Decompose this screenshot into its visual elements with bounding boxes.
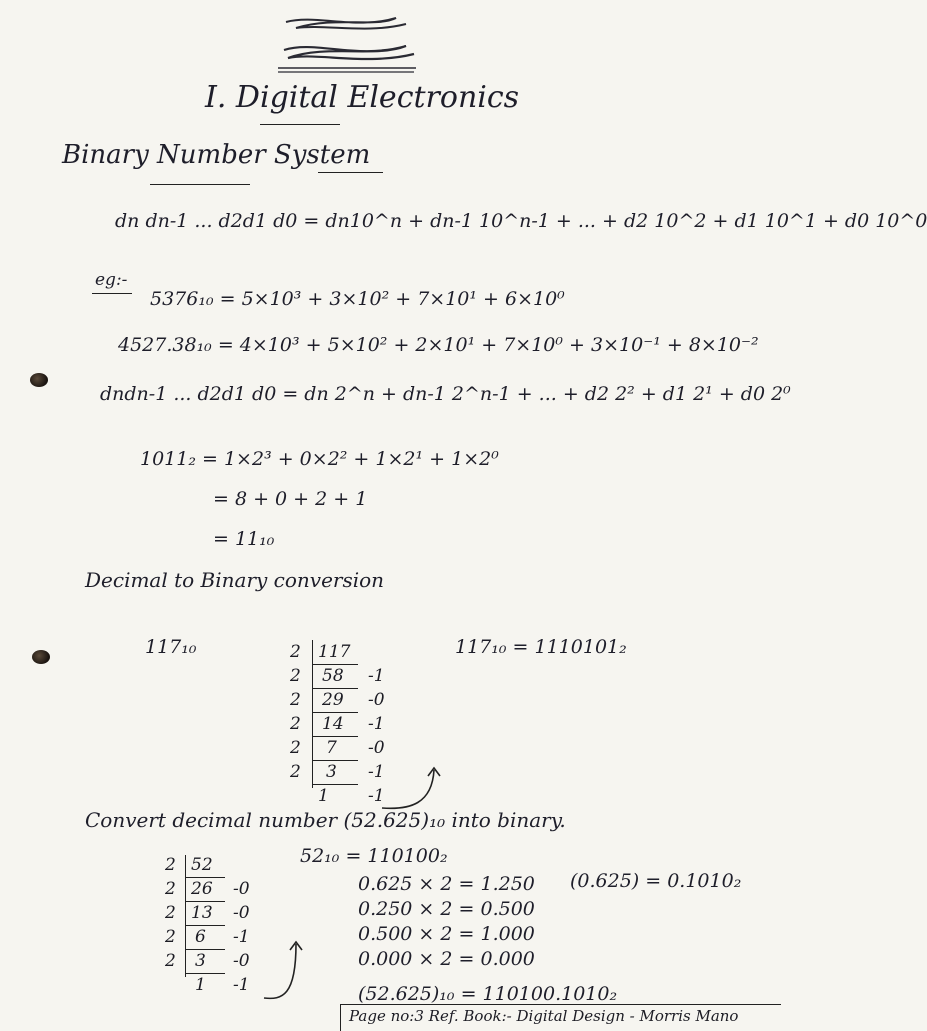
final-result: (52.625)₁₀ = 110100.1010₂ xyxy=(358,983,618,1005)
quotient: 26 xyxy=(191,879,213,899)
quotient: 3 xyxy=(326,762,337,782)
fraction-step: 0.500 × 2 = 1.000 xyxy=(358,923,535,945)
remainder: -1 xyxy=(233,975,250,995)
remainder: -0 xyxy=(233,903,250,923)
formula-line: dn dn-1 ... d2d1 d0 = dn10^n + dn-1 10^n-1 + ... + d2 10^2 + d1 10^1 + d0 10^0 xyxy=(115,210,927,232)
remainder: -1 xyxy=(368,786,385,806)
number-117: 117₁₀ xyxy=(145,636,197,658)
quotient: 29 xyxy=(322,690,344,710)
quotient: 13 xyxy=(191,903,213,923)
scribble-mark xyxy=(276,10,426,72)
remainder: -1 xyxy=(233,927,250,947)
quotient: 58 xyxy=(322,666,344,686)
heading-underline xyxy=(318,172,383,173)
punch-hole xyxy=(32,650,50,664)
example-line: 5376₁₀ = 5×10³ + 3×10² + 7×10¹ + 6×10⁰ xyxy=(150,288,565,310)
fraction-step: 0.625 × 2 = 1.250 xyxy=(358,873,535,895)
divisor: 2 xyxy=(290,666,301,686)
divisor: 2 xyxy=(165,903,176,923)
fraction-result: (0.625) = 0.1010₂ xyxy=(570,870,742,892)
divisor: 2 xyxy=(165,879,176,899)
example-line: 4527.38₁₀ = 4×10³ + 5×10² + 2×10¹ + 7×10⁰ + 3×10⁻¹ + 8×10⁻² xyxy=(118,334,759,356)
divisor: 2 xyxy=(290,690,301,710)
quotient: 52 xyxy=(191,855,213,875)
divisor: 2 xyxy=(290,642,301,662)
question-line: Convert decimal number (52.625)₁₀ into binary. xyxy=(85,808,566,832)
title-underline xyxy=(260,124,340,125)
quotient: 7 xyxy=(326,738,337,758)
remainder: -0 xyxy=(233,951,250,971)
divisor: 2 xyxy=(165,855,176,875)
remainder: -1 xyxy=(368,714,385,734)
remainder: -0 xyxy=(368,738,385,758)
quotient: 1 xyxy=(195,975,206,995)
example-label: eg:- xyxy=(95,270,128,290)
reference-footer xyxy=(340,1004,781,1031)
remainder: -0 xyxy=(233,879,250,899)
section-heading: Binary Number System xyxy=(62,140,371,170)
quotient: 14 xyxy=(322,714,344,734)
footer-text: Page no:3 Ref. Book:- Digital Design - Morris Mano xyxy=(349,1007,739,1025)
quotient: 1 xyxy=(318,786,329,806)
fraction-step: 0.250 × 2 = 0.500 xyxy=(358,898,535,920)
example-line: 1011₂ = 1×2³ + 0×2² + 1×2¹ + 1×2⁰ xyxy=(140,448,499,470)
eg-underline xyxy=(92,293,132,294)
section-heading: Decimal to Binary conversion xyxy=(85,568,385,592)
divisor: 2 xyxy=(290,762,301,782)
heading-underline xyxy=(150,184,250,185)
fraction-step: 0.000 × 2 = 0.000 xyxy=(358,948,535,970)
upward-arrow xyxy=(380,764,450,814)
quotient: 117 xyxy=(318,642,351,662)
page-title: I. Digital Electronics xyxy=(205,80,520,115)
example-line: = 11₁₀ xyxy=(213,528,275,550)
result-117: 117₁₀ = 1110101₂ xyxy=(455,636,627,658)
divisor: 2 xyxy=(290,738,301,758)
divisor: 2 xyxy=(290,714,301,734)
remainder: -1 xyxy=(368,666,385,686)
remainder: -0 xyxy=(368,690,385,710)
punch-hole xyxy=(30,373,48,387)
formula-line: dndn-1 ... d2d1 d0 = dn 2^n + dn-1 2^n-1 + ... + d2 2² + d1 2¹ + d0 2⁰ xyxy=(100,383,791,405)
divisor: 2 xyxy=(165,927,176,947)
quotient: 6 xyxy=(195,927,206,947)
upward-arrow xyxy=(262,938,312,1008)
divisor: 2 xyxy=(165,951,176,971)
example-line: = 8 + 0 + 2 + 1 xyxy=(213,488,368,510)
quotient: 3 xyxy=(195,951,206,971)
remainder: -1 xyxy=(368,762,385,782)
result-52: 52₁₀ = 110100₂ xyxy=(300,845,448,867)
